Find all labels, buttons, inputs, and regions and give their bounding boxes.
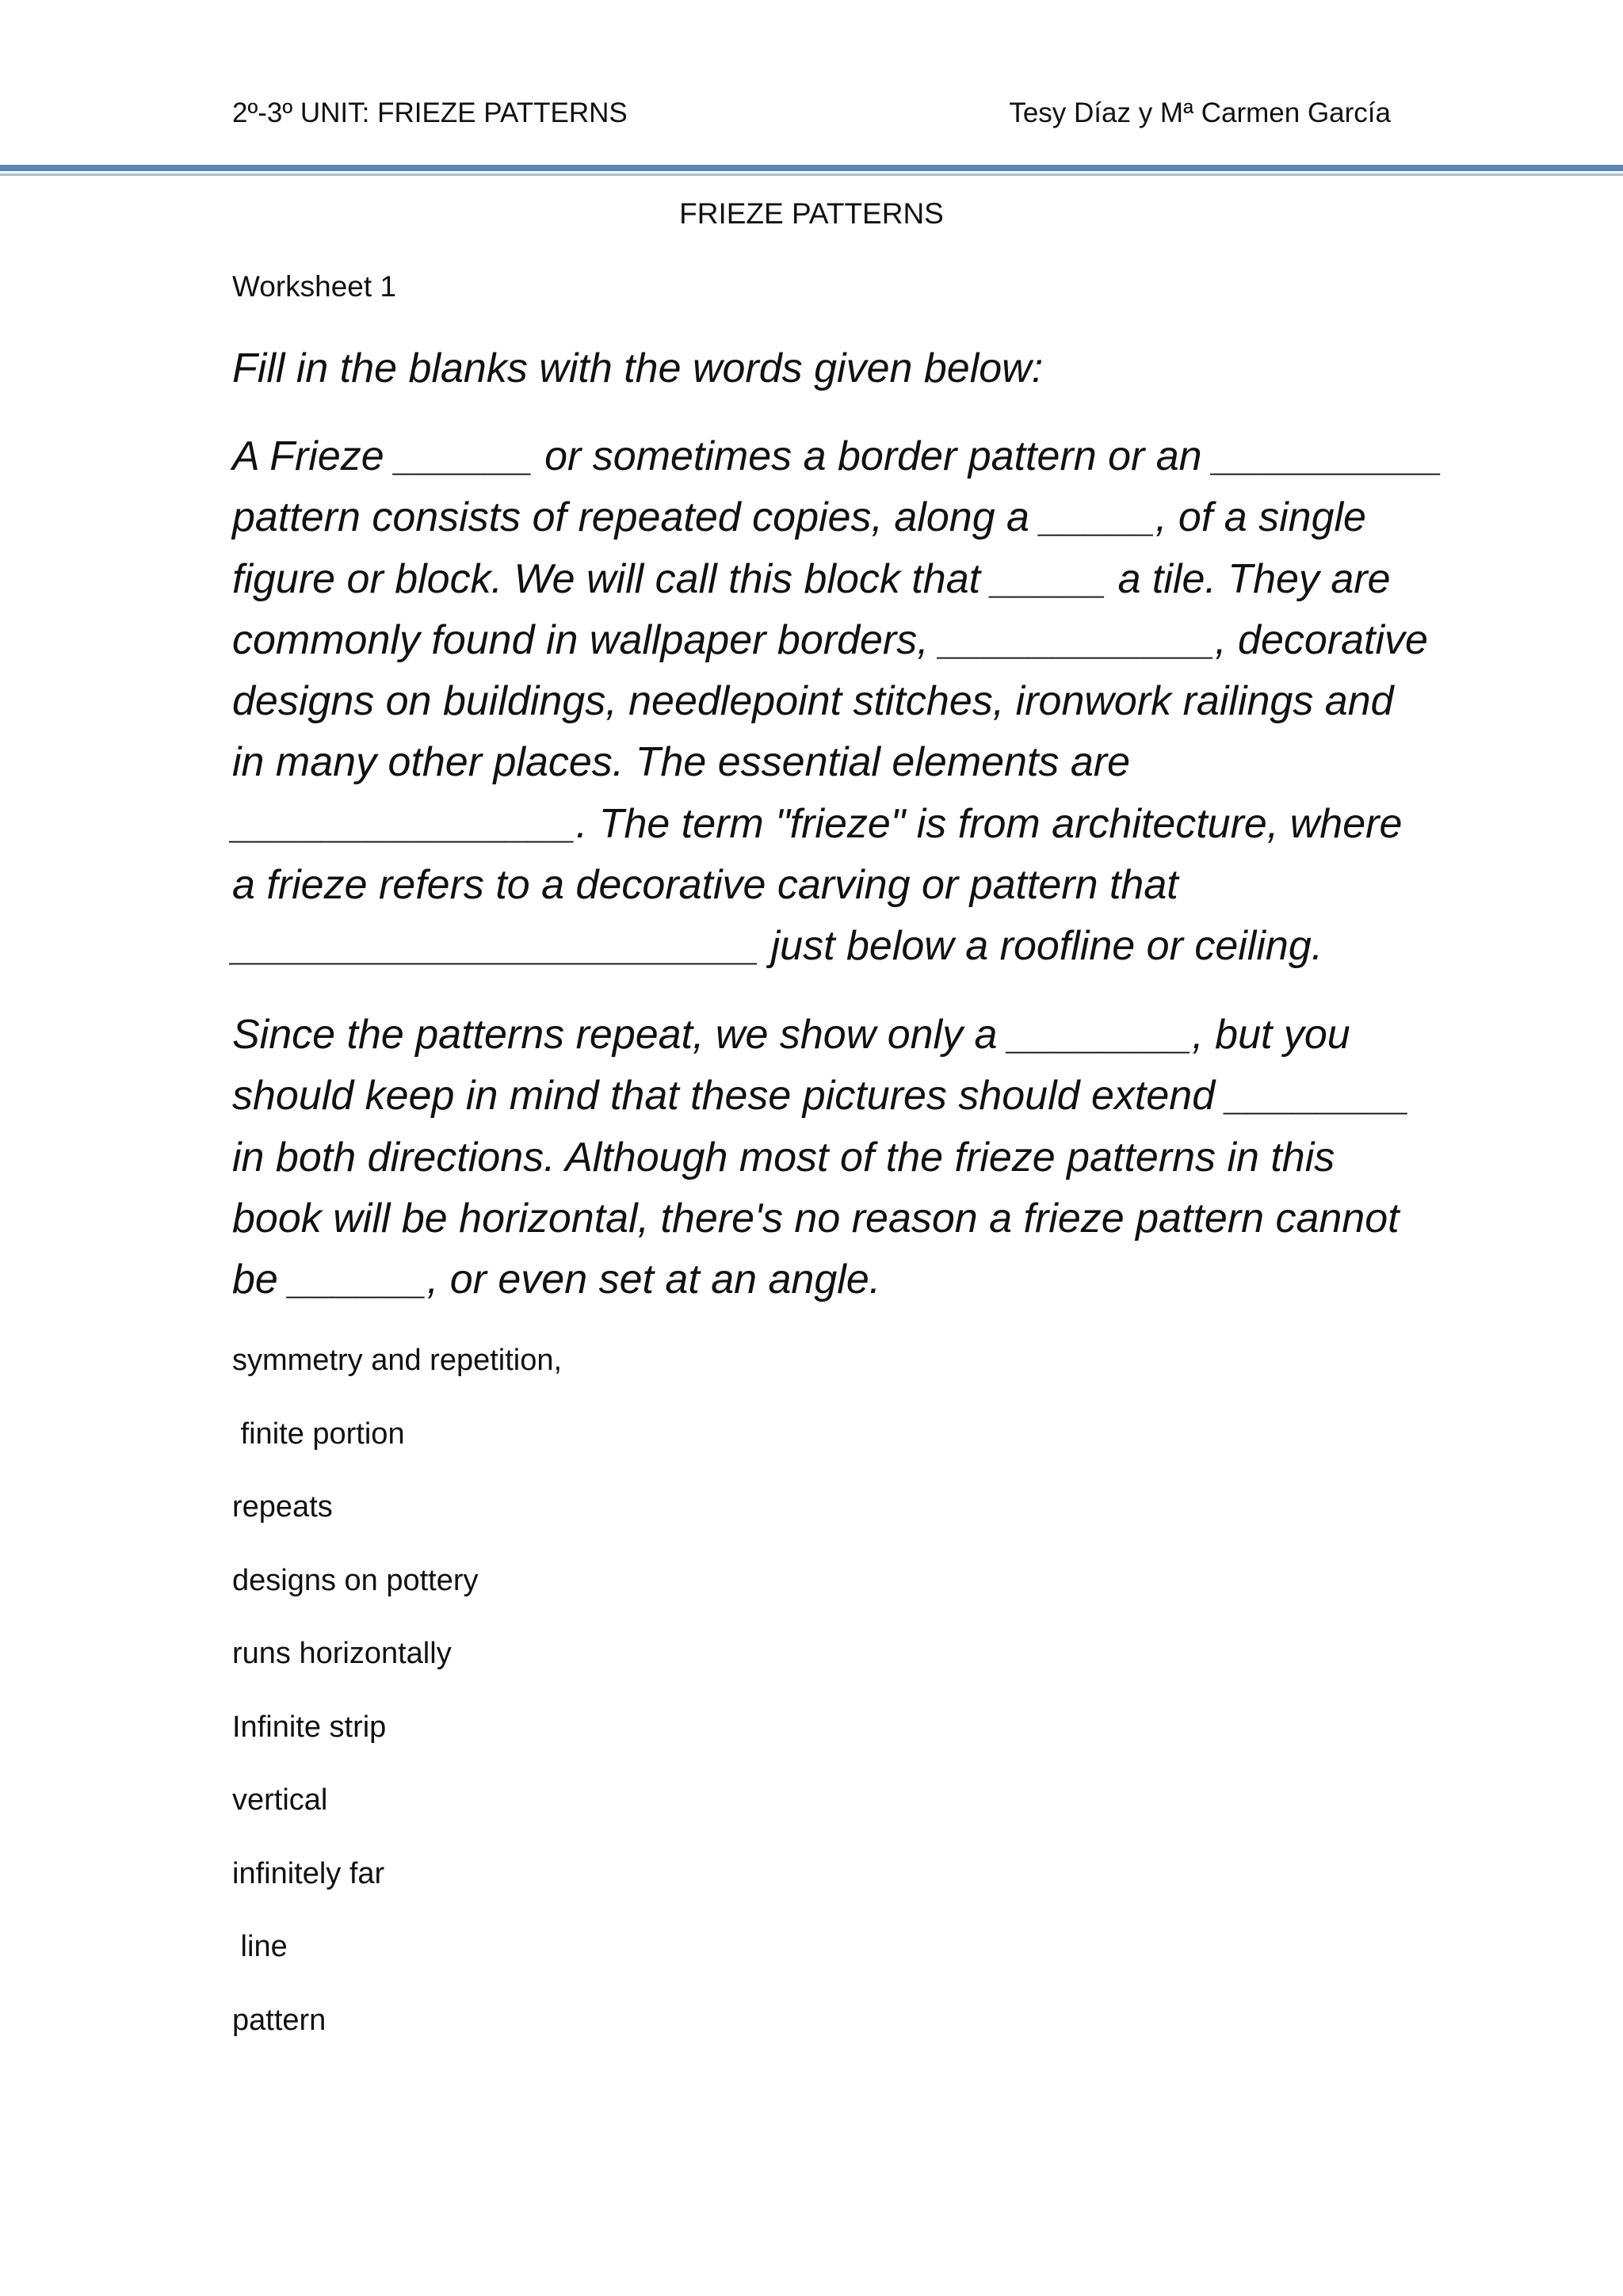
paragraph-line: be ______, or even set at an angle. bbox=[232, 1257, 881, 1303]
word-bank bbox=[232, 1339, 562, 2072]
word-bank-item: runs horizontally bbox=[232, 1637, 452, 1670]
paragraph-line: should keep in mind that these pictures should extend ________ bbox=[232, 1073, 1410, 1119]
word-bank-item: designs on pottery bbox=[232, 1563, 479, 1597]
word-bank-item: line bbox=[232, 1930, 288, 1963]
header-divider-shadow bbox=[0, 174, 1623, 176]
header-divider bbox=[0, 165, 1623, 171]
paragraph-line: Since the patterns repeat, we show only a ________, but you bbox=[232, 1012, 1350, 1058]
word-bank-item: vertical bbox=[232, 1783, 328, 1817]
paragraph-line: _______________________ just below a roofline or ceiling. bbox=[232, 923, 1323, 970]
word-bank-item: Infinite strip bbox=[232, 1710, 387, 1744]
paragraph-line: book will be horizontal, there's no reason a frieze pattern cannot bbox=[232, 1195, 1400, 1241]
worksheet-label: Worksheet 1 bbox=[232, 270, 397, 303]
header-authors: Tesy Díaz y Mª Carmen García bbox=[1009, 97, 1391, 128]
paragraph-line: pattern consists of repeated copies, along a _____, of a single bbox=[232, 494, 1366, 541]
paragraph-line: in many other places. The essential elements are bbox=[232, 739, 1131, 786]
word-bank-item: infinitely far bbox=[232, 1856, 385, 1890]
paragraph-line: figure or block. We will call this block that _____ a tile. They are bbox=[232, 555, 1391, 602]
fill-in-paragraph-2 bbox=[232, 1005, 1410, 1310]
paragraph-line: A Frieze ______ or sometimes a border pattern or an __________ bbox=[232, 433, 1443, 479]
word-bank-item: repeats bbox=[232, 1490, 333, 1524]
word-bank-item: finite portion bbox=[232, 1417, 405, 1451]
fill-in-paragraph-1 bbox=[232, 426, 1442, 978]
paragraph-line: _______________. The term "frieze" is from architecture, where bbox=[232, 800, 1403, 847]
paragraph-line: commonly found in wallpaper borders, ____________, decorative bbox=[232, 616, 1428, 663]
instruction-text: Fill in the blanks with the words given below: bbox=[232, 345, 1044, 391]
paragraph-line: designs on buildings, needlepoint stitches, ironwork railings and bbox=[232, 678, 1394, 725]
header-unit-title: 2º-3º UNIT: FRIEZE PATTERNS bbox=[232, 97, 628, 128]
document-title: FRIEZE PATTERNS bbox=[679, 197, 944, 230]
word-bank-item: pattern bbox=[232, 2003, 327, 2037]
word-bank-item: symmetry and repetition, bbox=[232, 1344, 563, 1377]
paragraph-line: in both directions. Although most of the frieze patterns in this bbox=[232, 1134, 1335, 1180]
paragraph-line: a frieze refers to a decorative carving or pattern that bbox=[232, 862, 1178, 909]
page-header bbox=[232, 93, 1391, 133]
